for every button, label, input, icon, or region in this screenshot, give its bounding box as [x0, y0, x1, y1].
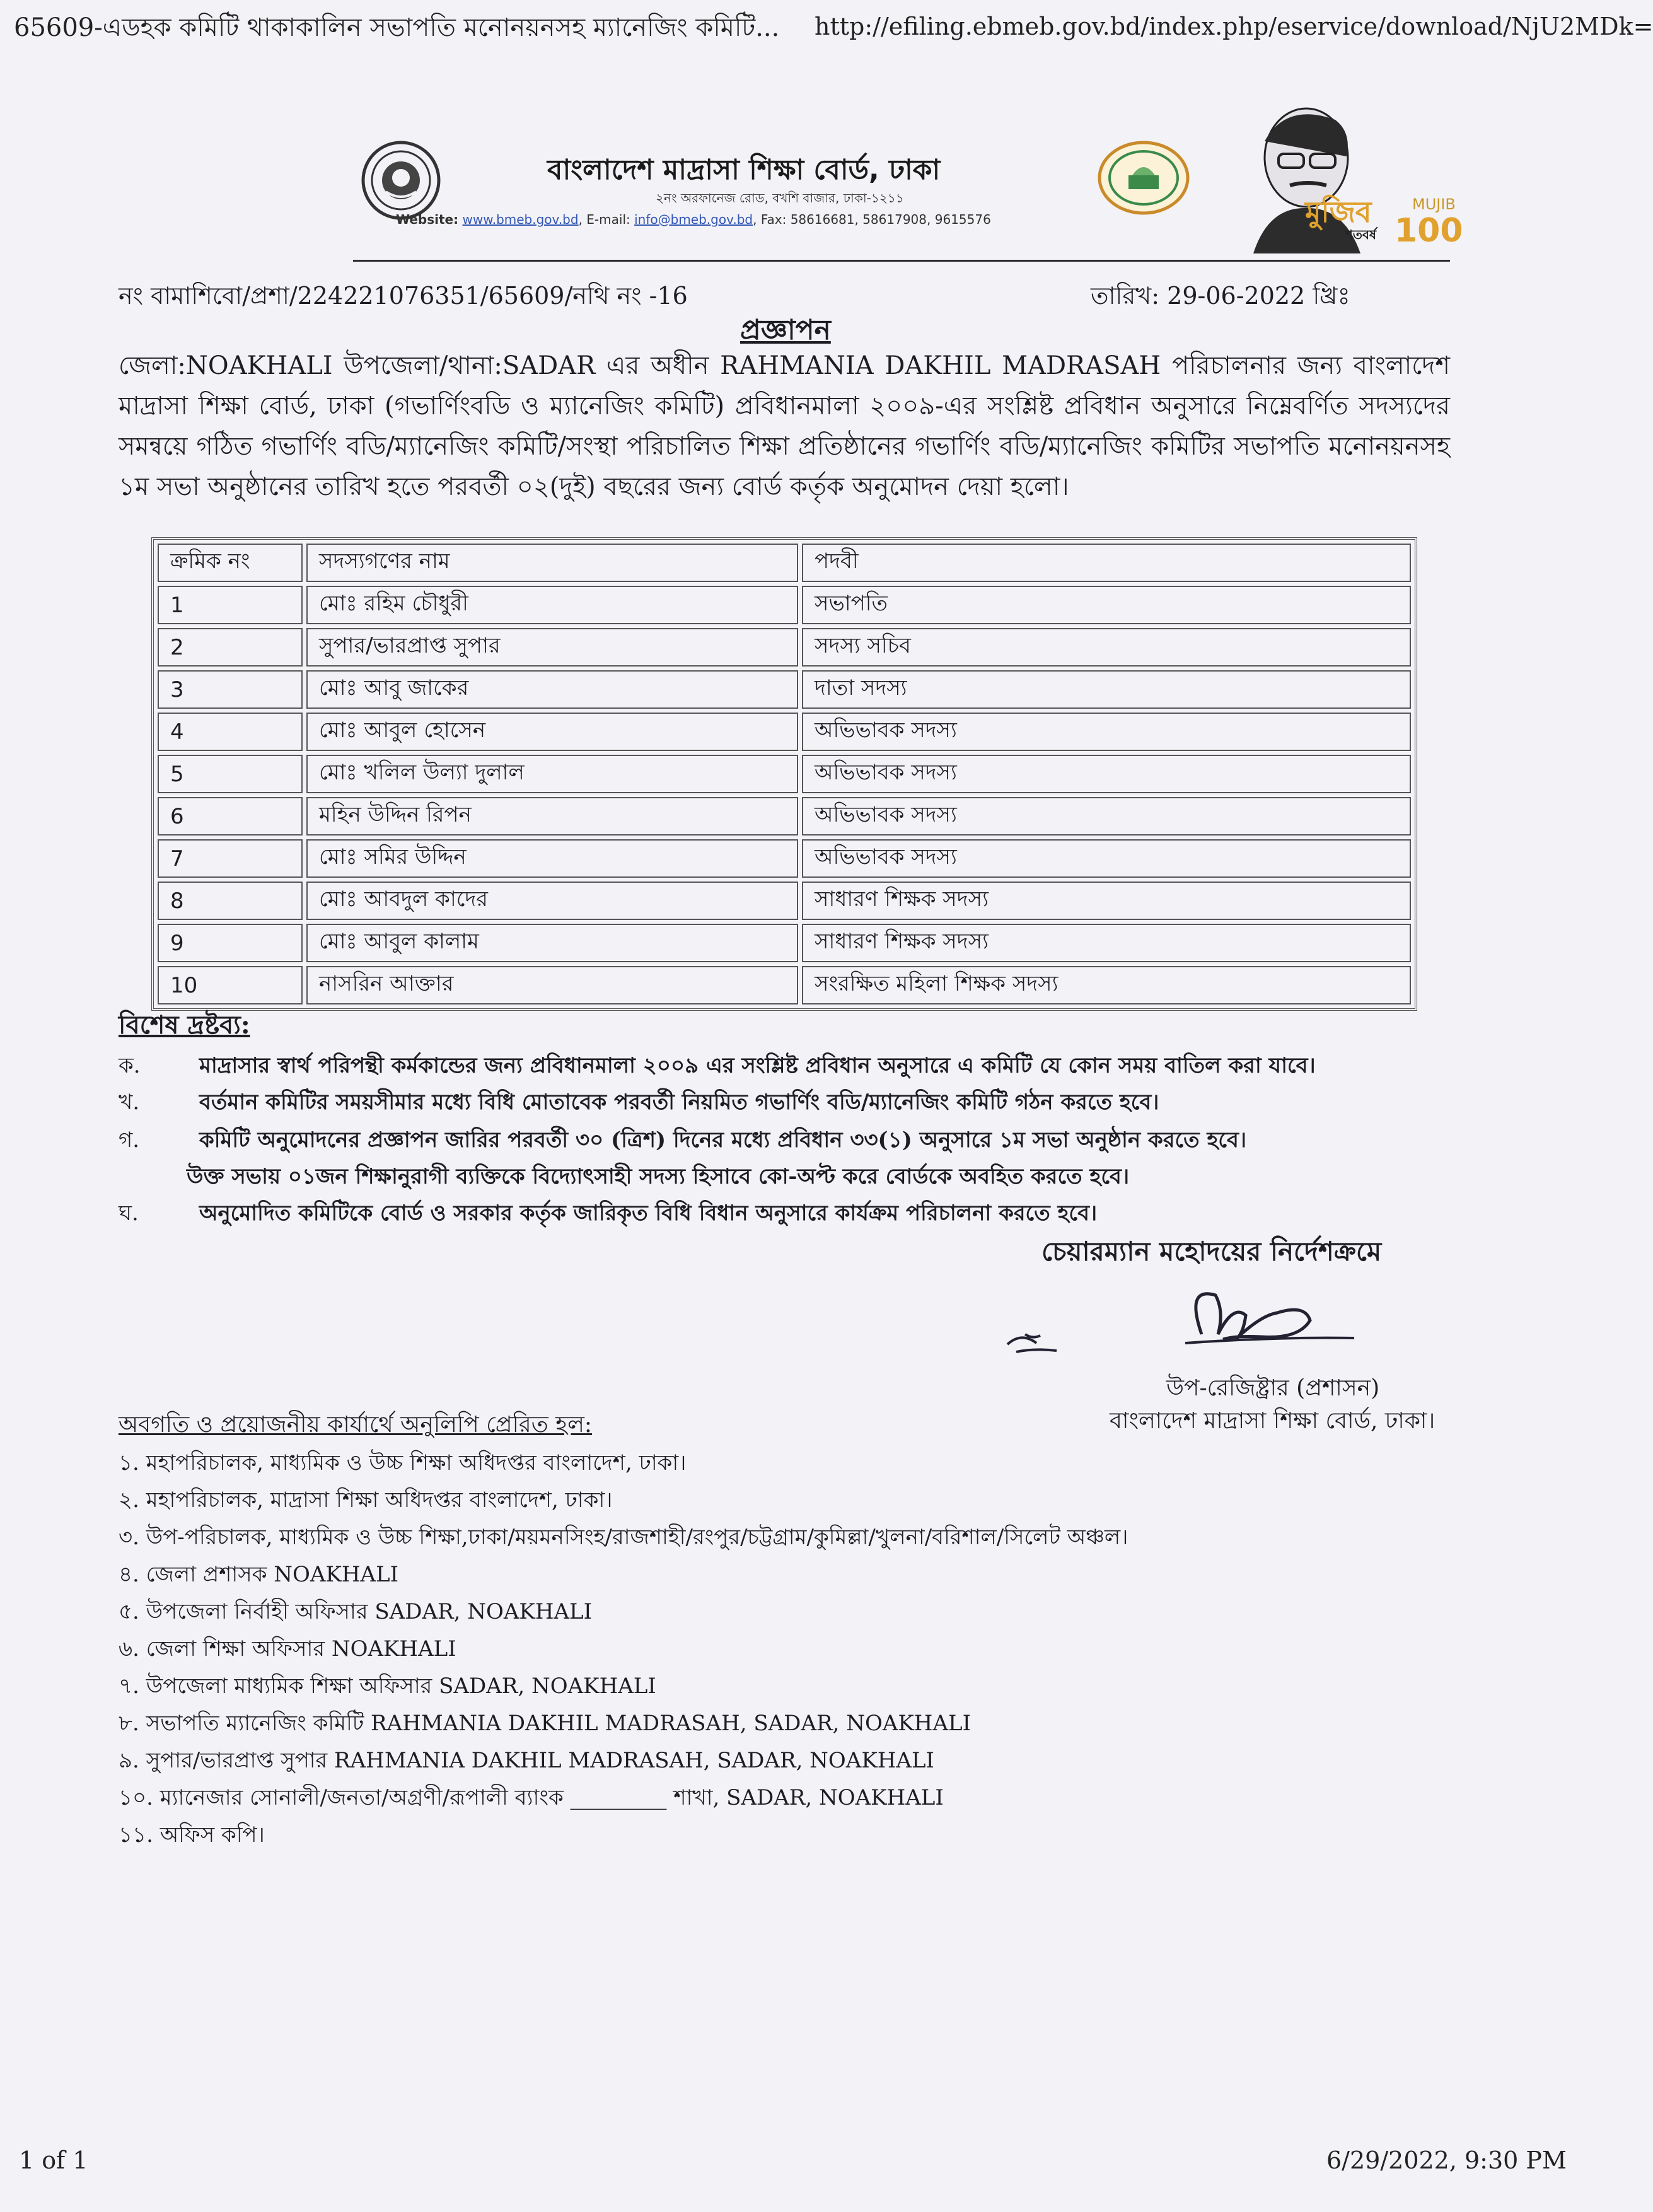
- note-text-continued: উক্ত সভায় ০১জন শিক্ষানুরাগী ব্যক্তিকে বিদ্যোৎসাহী সদস্য হিসাবে কো-অপ্ট করে বোর্ডকে অবহিত করতে হবে।: [187, 1164, 1130, 1189]
- signature-image: [996, 1274, 1374, 1383]
- email-link[interactable]: info@bmeb.gov.bd: [634, 212, 753, 227]
- print-page-title: 65609-এডহক কমিটি থাকাকালিন সভাপতি মনোনয়নসহ ম্যানেজিং কমিটি...: [14, 13, 780, 42]
- list-item: ১. মহাপরিচালক, মাধ্যমিক ও উচ্চ শিক্ষা অধিদপ্তর বাংলাদেশ, ঢাকা।: [119, 1450, 687, 1476]
- table-cell-serial: 3: [158, 670, 303, 709]
- table-cell-designation: দাতা সদস্য: [802, 670, 1411, 709]
- list-item: ৪. জেলা প্রশাসক NOAKHALI: [119, 1562, 399, 1587]
- board-contacts: [396, 212, 991, 227]
- mujib-badge-small: শতবর্ষ: [1345, 227, 1376, 242]
- table-cell-designation: অভিভাবক সদস্য: [802, 755, 1411, 793]
- copy-list-heading: অবগতি ও প্রয়োজনীয় কার্যার্থে অনুলিপি প্রেরিত হল:: [119, 1412, 593, 1438]
- email-label: , E-mail:: [578, 212, 630, 227]
- note-text: মাদ্রাসার স্বার্থ পরিপন্থী কর্মকান্ডের জন্য প্রবিধানমালা ২০০৯ এর সংশ্লিষ্ট প্রবিধান অনুসারে এ কমিটি যে কোন সময় বাতিল করা যাবে।: [199, 1053, 1316, 1078]
- table-cell-serial: 2: [158, 628, 303, 667]
- by-order-of-chairman: চেয়ারম্যান মহোদয়ের নির্দেশক্রমে: [1041, 1236, 1382, 1267]
- table-cell-designation: সদস্য সচিব: [802, 628, 1411, 667]
- letterhead-divider: [353, 260, 1450, 262]
- fax-numbers: , Fax: 58616681, 58617908, 9615576: [753, 212, 991, 227]
- note-letter: গ.: [119, 1127, 140, 1153]
- table-row: [158, 924, 1411, 962]
- table-cell-designation: সাধারণ শিক্ষক সদস্য: [802, 882, 1411, 920]
- table-row: [158, 628, 1411, 667]
- print-url: http://efiling.ebmeb.gov.bd/index.php/eservice/download/NjU2MDk=: [815, 13, 1653, 40]
- table-cell-name: মোঃ আবুল হোসেন: [306, 713, 798, 751]
- website-label: Website:: [396, 212, 459, 227]
- table-row: [158, 797, 1411, 835]
- table-cell-designation: সাধারণ শিক্ষক সদস্য: [802, 924, 1411, 962]
- list-item: ৯. সুপার/ভারপ্রাপ্ত সুপার RAHMANIA DAKHIL MADRASAH, SADAR, NOAKHALI: [119, 1748, 934, 1773]
- memo-reference: নং বামাশিবো/প্রশা/224221076351/65609/নথি নং -16: [119, 282, 688, 310]
- table-row: [158, 670, 1411, 709]
- government-seal-logo: [361, 140, 441, 223]
- table-header-cell: ক্রমিক নং: [158, 544, 303, 582]
- list-item: ৮. সভাপতি ম্যানেজিং কমিটি RAHMANIA DAKHIL MADRASAH, SADAR, NOAKHALI: [119, 1711, 972, 1736]
- table-cell-serial: 9: [158, 924, 303, 962]
- list-item: ৭. উপজেলা মাধ্যমিক শিক্ষা অফিসার SADAR, NOAKHALI: [119, 1674, 656, 1699]
- mujib-badge-number: 100: [1395, 212, 1463, 250]
- committee-members-table: [151, 537, 1417, 1011]
- list-item: ৩. উপ-পরিচালক, মাধ্যমিক ও উচ্চ শিক্ষা,ঢাকা/ময়মনসিংহ/রাজশাহী/রংপুর/চট্টগ্রাম/কুমিল্লা/খুলনা/বরিশাল/সিলেট অঞ্চল।: [119, 1525, 1128, 1550]
- board-address: ২নং অরফানেজ রোড, বখশি বাজার, ঢাকা-১২১১: [656, 190, 904, 206]
- list-item: ৫. উপজেলা নির্বাহী অফিসার SADAR, NOAKHALI: [119, 1599, 593, 1624]
- list-item: ১১. অফিস কপি।: [119, 1822, 265, 1848]
- note-text: কমিটি অনুমোদনের প্রজ্ঞাপন জারির পরবর্তী ৩০ (ত্রিশ) দিনের মধ্যে প্রবিধান ৩৩(১) অনুসারে ১ম সভা অনুষ্ঠান করতে হবে।: [199, 1127, 1247, 1153]
- table-row: [158, 755, 1411, 793]
- table-cell-name: মোঃ সমির উদ্দিন: [306, 839, 798, 878]
- table-header-cell: পদবী: [802, 544, 1411, 582]
- table-cell-serial: 4: [158, 713, 303, 751]
- mujib-badge-word: মুজিব: [1305, 195, 1372, 229]
- table-cell-designation: সভাপতি: [802, 586, 1411, 624]
- print-page-count: 1 of 1: [19, 2146, 88, 2174]
- table-header-cell: সদস্যগণের নাম: [306, 544, 798, 582]
- notes-heading: বিশেষ দ্রষ্টব্য:: [119, 1010, 250, 1040]
- table-row: [158, 713, 1411, 751]
- board-name: বাংলাদেশ মাদ্রাসা শিক্ষা বোর্ড, ঢাকা: [547, 154, 941, 186]
- table-cell-name: মোঃ আবদুল কাদের: [306, 882, 798, 920]
- note-text: বর্তমান কমিটির সময়সীমার মধ্যে বিধি মোতাবেক পরবর্তী নিয়মিত গভার্ণিং বডি/ম্যানেজিং কমিটি গঠন করতে হবে।: [199, 1090, 1159, 1115]
- board-emblem-logo: [1097, 140, 1190, 218]
- signer-designation: উপ-রেজিষ্ট্রার (প্রশাসন): [1166, 1375, 1380, 1401]
- table-cell-name: মোঃ আবুল কালাম: [306, 924, 798, 962]
- table-cell-name: সুপার/ভারপ্রাপ্ত সুপার: [306, 628, 798, 667]
- table-cell-name: মোঃ আবু জাকের: [306, 670, 798, 709]
- signer-organization: বাংলাদেশ মাদ্রাসা শিক্ষা বোর্ড, ঢাকা।: [1110, 1408, 1436, 1434]
- table-cell-name: মোঃ খলিল উল্যা দুলাল: [306, 755, 798, 793]
- table-row: [158, 882, 1411, 920]
- notice-title: প্রজ্ঞাপন: [740, 314, 831, 346]
- list-item: ২. মহাপরিচালক, মাদ্রাসা শিক্ষা অধিদপ্তর বাংলাদেশ, ঢাকা।: [119, 1487, 613, 1513]
- list-item: ১০. ম্যানেজার সোনালী/জনতা/অগ্রণী/রূপালী ব্যাংক _________ শাখা, SADAR, NOAKHALI: [119, 1785, 944, 1810]
- note-letter: ঘ.: [119, 1201, 139, 1226]
- mujib-badge-latin: MUJIB: [1412, 195, 1456, 213]
- table-cell-serial: 5: [158, 755, 303, 793]
- table-row: [158, 839, 1411, 878]
- table-cell-serial: 1: [158, 586, 303, 624]
- website-link[interactable]: www.bmeb.gov.bd: [462, 212, 579, 227]
- table-cell-designation: অভিভাবক সদস্য: [802, 797, 1411, 835]
- table-cell-designation: অভিভাবক সদস্য: [802, 713, 1411, 751]
- table-cell-serial: 6: [158, 797, 303, 835]
- list-item: ৬. জেলা শিক্ষা অফিসার NOAKHALI: [119, 1636, 456, 1662]
- table-cell-name: মহিন উদ্দিন রিপন: [306, 797, 798, 835]
- print-timestamp: 6/29/2022, 9:30 PM: [1326, 2146, 1567, 2174]
- note-text: অনুমোদিত কমিটিকে বোর্ড ও সরকার কর্তৃক জারিকৃত বিধি বিধান অনুসারে কার্যক্রম পরিচালনা করতে হবে।: [199, 1201, 1098, 1226]
- table-cell-designation: অভিভাবক সদস্য: [802, 839, 1411, 878]
- memo-date: তারিখ: 29-06-2022 খ্রিঃ: [1091, 282, 1350, 310]
- note-letter: খ.: [119, 1090, 140, 1115]
- table-cell-name: নাসরিন আক্তার: [306, 966, 798, 1004]
- table-header-row: [158, 544, 1411, 582]
- table-cell-serial: 8: [158, 882, 303, 920]
- table-row: [158, 586, 1411, 624]
- table-row: [158, 966, 1411, 1004]
- table-cell-serial: 7: [158, 839, 303, 878]
- table-cell-serial: 10: [158, 966, 303, 1004]
- table-cell-designation: সংরক্ষিত মহিলা শিক্ষক সদস্য: [802, 966, 1411, 1004]
- notice-body: জেলা:NOAKHALI উপজেলা/থানা:SADAR এর অধীন RAHMANIA DAKHIL MADRASAH পরিচালনার জন্য বাংলাদেশ মাদ্রাসা শিক্ষা বোর্ড, ঢাকা (গভার্ণিংবডি ও ম্যানেজিং কমিটি) প্রবিধানমালা ২০০৯-এর সংশ্লিষ্ট প্রবিধান অনুসারে নিম্নেবর্ণিত সদস্যদের সমন্বয়ে গঠিত গভার্ণিং বডি/ম্যানেজিং কমিটি/সংস্থা পরিচালিত শিক্ষা প্রতিষ্ঠানের গভার্ণিং বডি/ম্যানেজিং কমিটির সভাপতি মনোনয়নসহ ১ম সভা অনুষ্ঠানের তারিখ হতে পরবর্তী ০২(দুই) বছরের জন্য বোর্ড কর্তৃক অনুমোদন দেয়া হলো।: [119, 351, 1450, 501]
- note-letter: ক.: [119, 1053, 141, 1078]
- table-cell-name: মোঃ রহিম চৌধুরী: [306, 586, 798, 624]
